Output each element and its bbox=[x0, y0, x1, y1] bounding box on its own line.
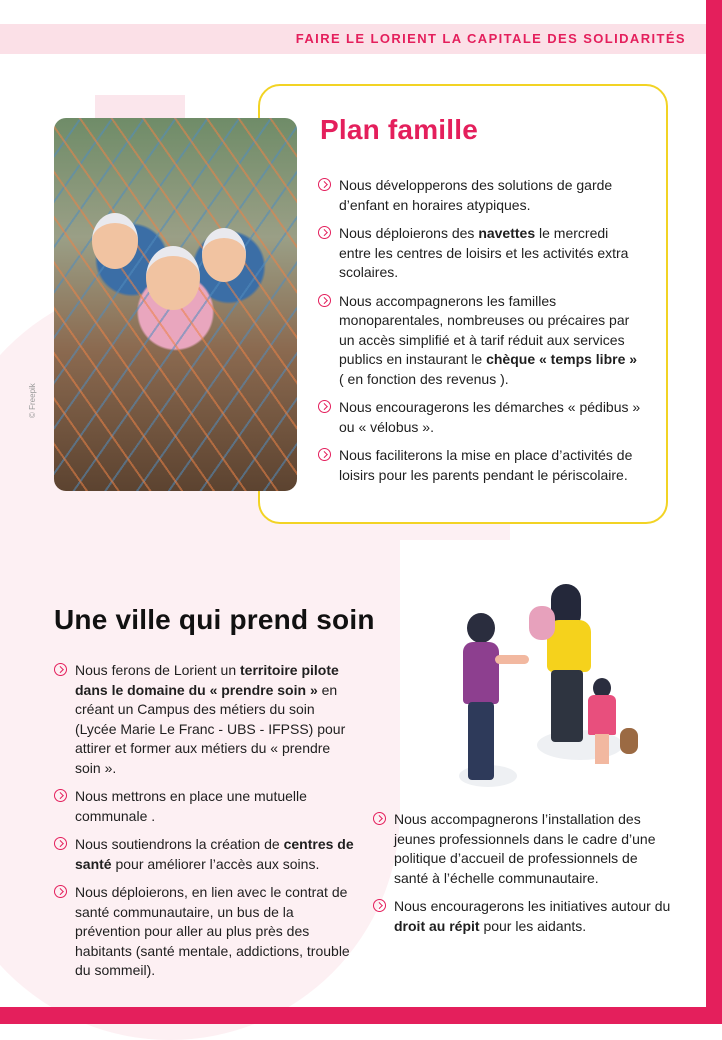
page-frame-right bbox=[706, 0, 722, 1024]
list-item: Nous encouragerons les démarches « pédibus » ou « vélobus ». bbox=[318, 398, 644, 437]
ville-soin-title: Une ville qui prend soin bbox=[54, 604, 375, 635]
list-item: Nous encouragerons les initiatives autour du droit au répit pour les aidants. bbox=[373, 897, 673, 936]
caregiver-hair bbox=[467, 613, 495, 643]
child-head bbox=[92, 213, 138, 269]
list-item: Nous développerons des solutions de garde d’enfant en horaires atypiques. bbox=[318, 176, 644, 215]
page-header-title: FAIRE LE LORIENT LA CAPITALE DES SOLIDARITÉS bbox=[295, 31, 686, 46]
list-item: Nous mettrons en place une mutuelle communale . bbox=[54, 787, 354, 826]
chevron-right-icon bbox=[318, 400, 331, 413]
list-item: Nous ferons de Lorient un territoire pilote dans le domaine du « prendre soin » en créant un Campus des métiers du soin (Lycée Marie Le Franc - UBS - IFPSS) pour attirer et former aux métiers du « prendre soin ». bbox=[54, 661, 354, 778]
chevron-right-icon bbox=[373, 899, 386, 912]
mother-legs bbox=[551, 670, 583, 742]
caregiver-legs bbox=[468, 702, 494, 780]
list-item: Nous accompagnerons les familles monoparentales, nombreuses ou précaires par un accès simplifié et à tarif réduit aux services publics en instaurant le chèque « temps libre » ( en fonction des revenus ). bbox=[318, 292, 644, 390]
chevron-right-icon bbox=[54, 663, 67, 676]
chevron-right-icon bbox=[318, 448, 331, 461]
plan-famille-list bbox=[318, 176, 644, 494]
caregiver-body bbox=[463, 642, 499, 704]
list-item: Nous soutiendrons la création de centres de santé pour améliorer l’accès aux soins. bbox=[54, 835, 354, 874]
chevron-right-icon bbox=[54, 885, 67, 898]
teddy-bear bbox=[620, 728, 638, 754]
chevron-right-icon bbox=[318, 294, 331, 307]
plan-famille-title: Plan famille bbox=[320, 114, 479, 145]
child-head bbox=[146, 246, 200, 310]
list-item: Nous accompagnerons l’installation des jeunes professionnels dans le cadre d’une politique d’accueil de professionnels de santé à l’échelle communautaire. bbox=[373, 810, 673, 888]
child-legs bbox=[595, 734, 609, 764]
chevron-right-icon bbox=[54, 837, 67, 850]
list-item: Nous déploierons, en lien avec le contrat de santé communautaire, un bus de la prévention pour aller au plus près des habitants (santé mentale, addictions, trouble du sommeil). bbox=[54, 883, 354, 981]
photo-credit: © Freepik bbox=[28, 383, 37, 418]
list-item: Nous déploierons des navettes le mercredi entre les centres de loisirs et les activités extra scolaires. bbox=[318, 224, 644, 283]
chevron-right-icon bbox=[54, 789, 67, 802]
chevron-right-icon bbox=[373, 812, 386, 825]
child-dress bbox=[588, 695, 616, 735]
ville-soin-list-left bbox=[54, 661, 354, 990]
children-photo bbox=[54, 118, 297, 491]
chevron-right-icon bbox=[318, 226, 331, 239]
ville-soin-list-right bbox=[373, 810, 673, 945]
caregiver-arm bbox=[495, 655, 529, 664]
baby bbox=[529, 606, 555, 640]
child-head bbox=[202, 228, 246, 282]
care-illustration bbox=[455, 580, 655, 790]
page-frame-bottom bbox=[0, 1007, 722, 1024]
chevron-right-icon bbox=[318, 178, 331, 191]
list-item: Nous faciliterons la mise en place d’activités de loisirs pour les parents pendant le périscolaire. bbox=[318, 446, 644, 485]
